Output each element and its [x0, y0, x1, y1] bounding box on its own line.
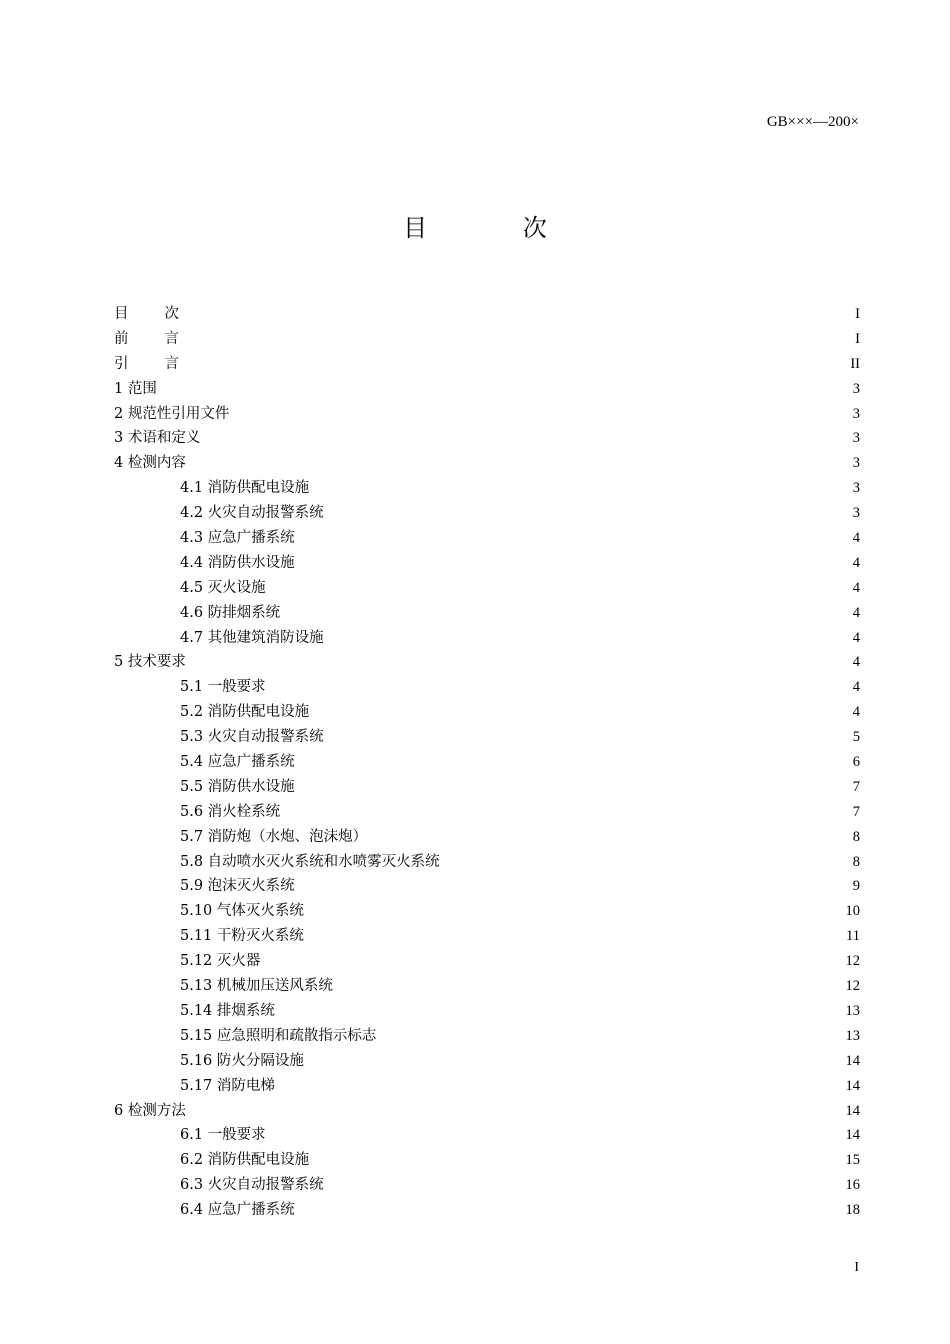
- toc-entry-label: 6.2 消防供配电设施: [180, 1152, 310, 1169]
- toc-entry-page: 4: [852, 679, 860, 696]
- toc-entry[interactable]: [114, 327, 860, 352]
- toc-entry[interactable]: [114, 899, 860, 924]
- toc-entry-page: 4: [852, 704, 860, 721]
- toc-entry-page: 10: [845, 903, 860, 920]
- toc-entry-page: II: [850, 355, 860, 372]
- toc-entry[interactable]: [114, 1198, 860, 1223]
- toc-entry-page: 14: [845, 1077, 860, 1094]
- page-number: I: [854, 1260, 859, 1275]
- table-of-contents: [114, 302, 860, 1223]
- toc-entry-label-first-char: 目: [114, 306, 129, 322]
- toc-entry-label: 5.6 消火栓系统: [180, 803, 281, 820]
- toc-entry-page: 13: [845, 1002, 860, 1019]
- toc-entry[interactable]: [114, 551, 860, 576]
- toc-entry-label: 4.2 火灾自动报警系统: [180, 505, 324, 522]
- toc-entry[interactable]: [114, 1148, 860, 1173]
- toc-entry-label: 4.4 消防供水设施: [180, 554, 295, 571]
- toc-entry-page: 7: [852, 803, 860, 820]
- toc-entry[interactable]: [114, 626, 860, 651]
- toc-entry[interactable]: [114, 526, 860, 551]
- toc-entry-label: 5 技术要求: [114, 654, 186, 671]
- toc-entry-label: 5.11 干粉灭火系统: [180, 928, 304, 945]
- toc-entry-label: 6 检测方法: [114, 1102, 186, 1119]
- toc-entry-page: 11: [846, 928, 860, 945]
- toc-entry[interactable]: [114, 476, 860, 501]
- toc-entry-page: 4: [852, 654, 860, 671]
- toc-entry-page: 4: [852, 629, 860, 646]
- toc-entry[interactable]: [114, 850, 860, 875]
- toc-entry[interactable]: [114, 501, 860, 526]
- toc-entry-page: 8: [852, 853, 860, 870]
- toc-entry[interactable]: [114, 451, 860, 476]
- toc-entry-page: I: [855, 330, 860, 347]
- toc-entry-page: 15: [845, 1152, 860, 1169]
- toc-entry-label: 5.7 消防炮（水炮、泡沫炮）: [180, 828, 368, 845]
- toc-entry[interactable]: [114, 999, 860, 1024]
- toc-entry-label: 2 规范性引用文件: [114, 405, 230, 422]
- toc-entry-label: 5.15 应急照明和疏散指示标志: [180, 1027, 377, 1044]
- toc-entry-page: 18: [845, 1202, 860, 1219]
- toc-entry[interactable]: [114, 377, 860, 402]
- document-code: GB×××—200×: [766, 114, 859, 130]
- toc-entry[interactable]: [114, 650, 860, 675]
- toc-entry-page: 8: [852, 828, 860, 845]
- toc-entry-label: 5.8 自动喷水灭火系统和水喷雾灭火系统: [180, 853, 440, 870]
- toc-entry-page: 3: [852, 430, 860, 447]
- toc-entry[interactable]: [114, 700, 860, 725]
- toc-entry[interactable]: [114, 825, 860, 850]
- toc-entry[interactable]: [114, 1024, 860, 1049]
- toc-entry[interactable]: [114, 874, 860, 899]
- toc-entry-label: 5.4 应急广播系统: [180, 754, 295, 771]
- toc-entry-page: 4: [852, 604, 860, 621]
- toc-entry-page: 3: [852, 405, 860, 422]
- toc-entry-label: 5.12 灭火器: [180, 953, 261, 970]
- toc-entry-page: 16: [845, 1177, 860, 1194]
- toc-entry[interactable]: [114, 1173, 860, 1198]
- toc-entry-label-second-char: 言: [164, 330, 179, 347]
- toc-entry[interactable]: [114, 601, 860, 626]
- toc-entry-page: 12: [845, 953, 860, 970]
- toc-entry-page: 4: [852, 554, 860, 571]
- toc-entry-label: 5.17 消防电梯: [180, 1077, 275, 1094]
- toc-entry[interactable]: [114, 800, 860, 825]
- toc-entry-page: 9: [852, 878, 860, 895]
- toc-entry-label-first-char: 前: [114, 330, 129, 347]
- toc-entry-page: 3: [852, 455, 860, 472]
- toc-entry[interactable]: [114, 1049, 860, 1074]
- toc-entry[interactable]: [114, 750, 860, 775]
- toc-entry-label: 6.1 一般要求: [180, 1127, 266, 1144]
- toc-entry-label: 5.2 消防供配电设施: [180, 704, 310, 721]
- toc-entry[interactable]: [114, 302, 860, 327]
- toc-entry-label: 5.3 火灾自动报警系统: [180, 729, 324, 746]
- toc-entry-label: 4.7 其他建筑消防设施: [180, 629, 324, 646]
- toc-entry-label: [114, 352, 179, 377]
- toc-entry-label: [114, 327, 179, 352]
- toc-entry-page: 14: [845, 1052, 860, 1069]
- toc-entry-page: 3: [852, 505, 860, 522]
- toc-entry-label: 5.9 泡沫灭火系统: [180, 878, 295, 895]
- toc-entry[interactable]: [114, 352, 860, 377]
- toc-entry[interactable]: [114, 1123, 860, 1148]
- toc-entry-label: 1 范围: [114, 380, 157, 397]
- toc-entry[interactable]: [114, 949, 860, 974]
- toc-entry[interactable]: [114, 1099, 860, 1124]
- toc-entry-label: 5.16 防火分隔设施: [180, 1052, 304, 1069]
- toc-entry-label: 6.3 火灾自动报警系统: [180, 1177, 324, 1194]
- toc-entry-page: 13: [845, 1027, 860, 1044]
- toc-entry-label-second-char: 次: [164, 306, 179, 322]
- toc-entry-page: 4: [852, 579, 860, 596]
- toc-entry-label: 6.4 应急广播系统: [180, 1202, 295, 1219]
- toc-entry-label-first-char: 引: [114, 355, 129, 372]
- toc-entry-page: 14: [845, 1102, 860, 1119]
- toc-entry-label: 4.5 灭火设施: [180, 579, 266, 596]
- toc-entry-page: 14: [845, 1127, 860, 1144]
- toc-entry-page: 12: [845, 978, 860, 995]
- toc-entry[interactable]: [114, 1074, 860, 1099]
- toc-entry[interactable]: [114, 675, 860, 700]
- toc-entry-label: 5.10 气体灭火系统: [180, 903, 304, 920]
- toc-entry-label: 4.3 应急广播系统: [180, 530, 295, 547]
- toc-entry-label: 5.14 排烟系统: [180, 1002, 275, 1019]
- toc-entry[interactable]: [114, 924, 860, 949]
- toc-entry[interactable]: [114, 576, 860, 601]
- toc-entry-page: 3: [852, 380, 860, 397]
- toc-entry-page: I: [855, 306, 860, 322]
- page-title: 目 次: [403, 214, 591, 242]
- toc-entry-label: 4.6 防排烟系统: [180, 604, 281, 621]
- toc-entry-label: 5.1 一般要求: [180, 679, 266, 696]
- toc-entry-page: 6: [852, 754, 860, 771]
- toc-entry-page: 3: [852, 480, 860, 497]
- toc-entry-label: 4.1 消防供配电设施: [180, 480, 310, 497]
- toc-entry[interactable]: [114, 402, 860, 427]
- toc-entry-label: 5.5 消防供水设施: [180, 778, 295, 795]
- toc-entry-label-second-char: 言: [164, 355, 179, 372]
- toc-entry[interactable]: [114, 775, 860, 800]
- toc-entry[interactable]: [114, 974, 860, 999]
- toc-entry[interactable]: [114, 725, 860, 750]
- toc-entry-label: 5.13 机械加压送风系统: [180, 978, 333, 995]
- toc-entry-page: 4: [852, 530, 860, 547]
- toc-entry-label: [114, 302, 179, 327]
- toc-entry-label: 3 术语和定义: [114, 430, 201, 447]
- toc-entry-page: 5: [852, 729, 860, 746]
- toc-entry-label: 4 检测内容: [114, 455, 186, 472]
- toc-entry-page: 7: [852, 778, 860, 795]
- toc-entry[interactable]: [114, 426, 860, 451]
